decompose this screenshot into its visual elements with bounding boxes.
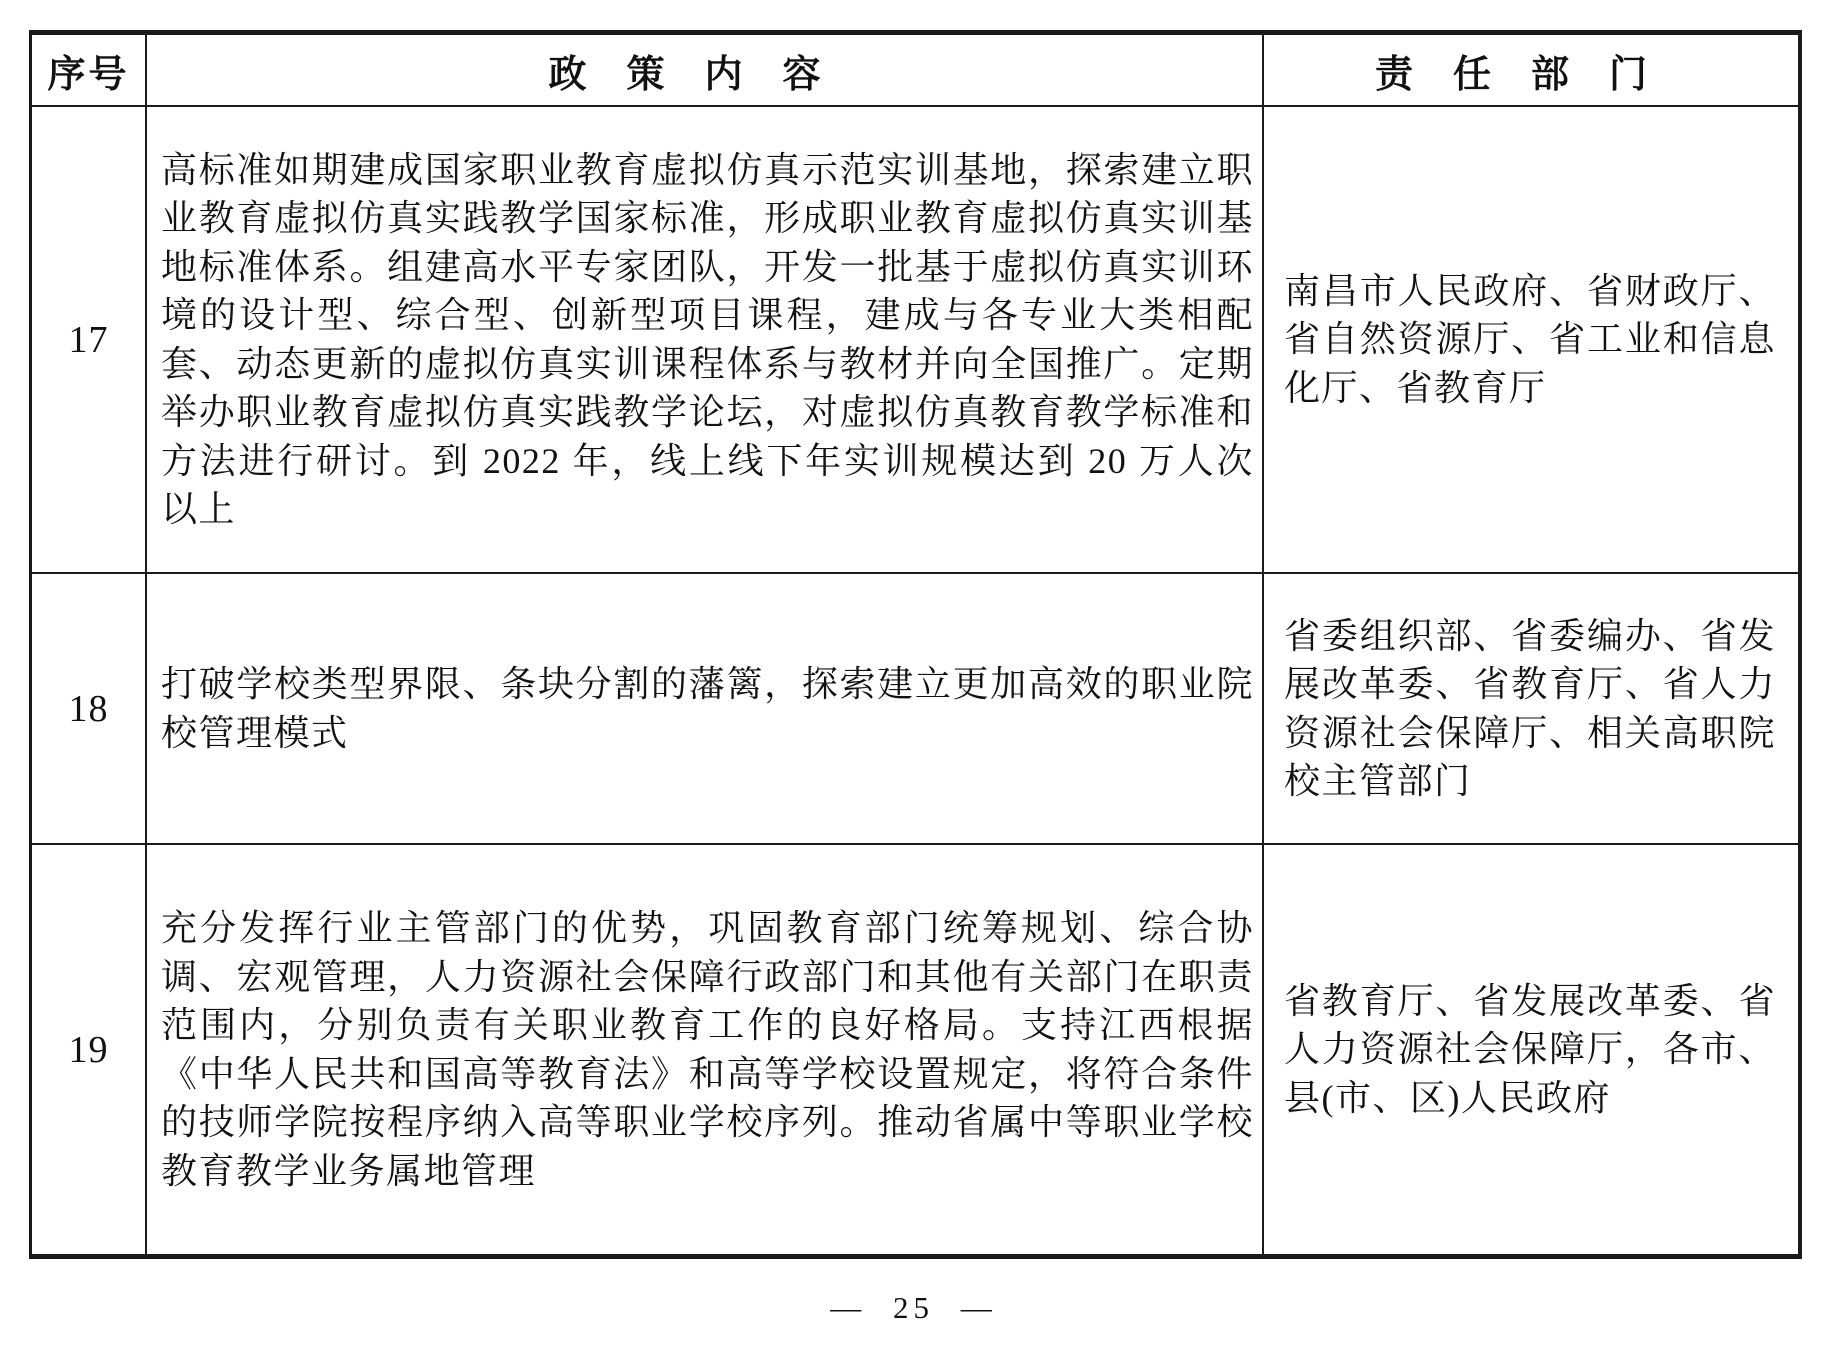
serial-cell bbox=[32, 845, 147, 1254]
serial-number: 19 bbox=[68, 1028, 109, 1071]
department-text: 南昌市人民政府、省财政厅、省自然资源厅、省工业和信息化厅、省教育厅 bbox=[1284, 270, 1776, 408]
page-number: — 25 — bbox=[830, 1290, 997, 1325]
policy-cell bbox=[147, 107, 1264, 572]
header-department-label: 责任部门 bbox=[1374, 53, 1687, 96]
serial-number: 18 bbox=[68, 687, 109, 730]
department-text: 省教育厅、省发展改革委、省人力资源社会保障厅，各市、县(市、区)人民政府 bbox=[1284, 980, 1776, 1118]
department-cell bbox=[1264, 107, 1798, 572]
policy-table bbox=[29, 30, 1802, 1259]
header-serial-label: 序号 bbox=[47, 53, 130, 96]
table-row bbox=[32, 845, 1798, 1254]
policy-text: 打破学校类型界限、条块分割的藩篱，探索建立更加高效的职业院校管理模式 bbox=[161, 664, 1254, 753]
table-row bbox=[32, 107, 1798, 574]
table-row bbox=[32, 574, 1798, 845]
table-header-row bbox=[32, 35, 1798, 107]
policy-text: 高标准如期建成国家职业教育虚拟仿真示范实训基地，探索建立职业教育虚拟仿真实践教学国家标准，形成职业教育虚拟仿真实训基地标准体系。组建高水平专家团队，开发一批基于虚拟仿真实训环境的设计型、综合型、创新型项目课程，建成与各专业大类相配套、动态更新的虚拟仿真实训课程体系与教材并向全国推广。定期举办职业教育虚拟仿真实践教学论坛，对虚拟仿真教育教学标准和方法进行研讨。到 2022 年，线上线下年实训规模达到 20 万人次以上 bbox=[161, 149, 1254, 529]
policy-cell bbox=[147, 845, 1264, 1254]
department-text: 省委组织部、省委编办、省发展改革委、省教育厅、省人力资源社会保障厅、相关高职院校主管部门 bbox=[1284, 615, 1776, 801]
policy-text: 充分发挥行业主管部门的优势，巩固教育部门统筹规划、综合协调、宏观管理，人力资源社会保障行政部门和其他有关部门在职责范围内，分别负责有关职业教育工作的良好格局。支持江西根据《中华人民共和国高等教育法》和高等学校设置规定，将符合条件的技师学院按程序纳入高等职业学校序列。推动省属中等职业学校教育教学业务属地管理 bbox=[161, 908, 1254, 1191]
header-department-cell bbox=[1264, 35, 1798, 105]
department-cell bbox=[1264, 574, 1798, 843]
serial-cell bbox=[32, 107, 147, 572]
department-cell bbox=[1264, 845, 1798, 1254]
header-policy-label: 政策内容 bbox=[548, 53, 861, 96]
policy-cell bbox=[147, 574, 1264, 843]
header-serial-cell bbox=[32, 35, 147, 105]
header-policy-cell bbox=[147, 35, 1264, 105]
serial-number: 17 bbox=[68, 318, 109, 361]
serial-cell bbox=[32, 574, 147, 843]
